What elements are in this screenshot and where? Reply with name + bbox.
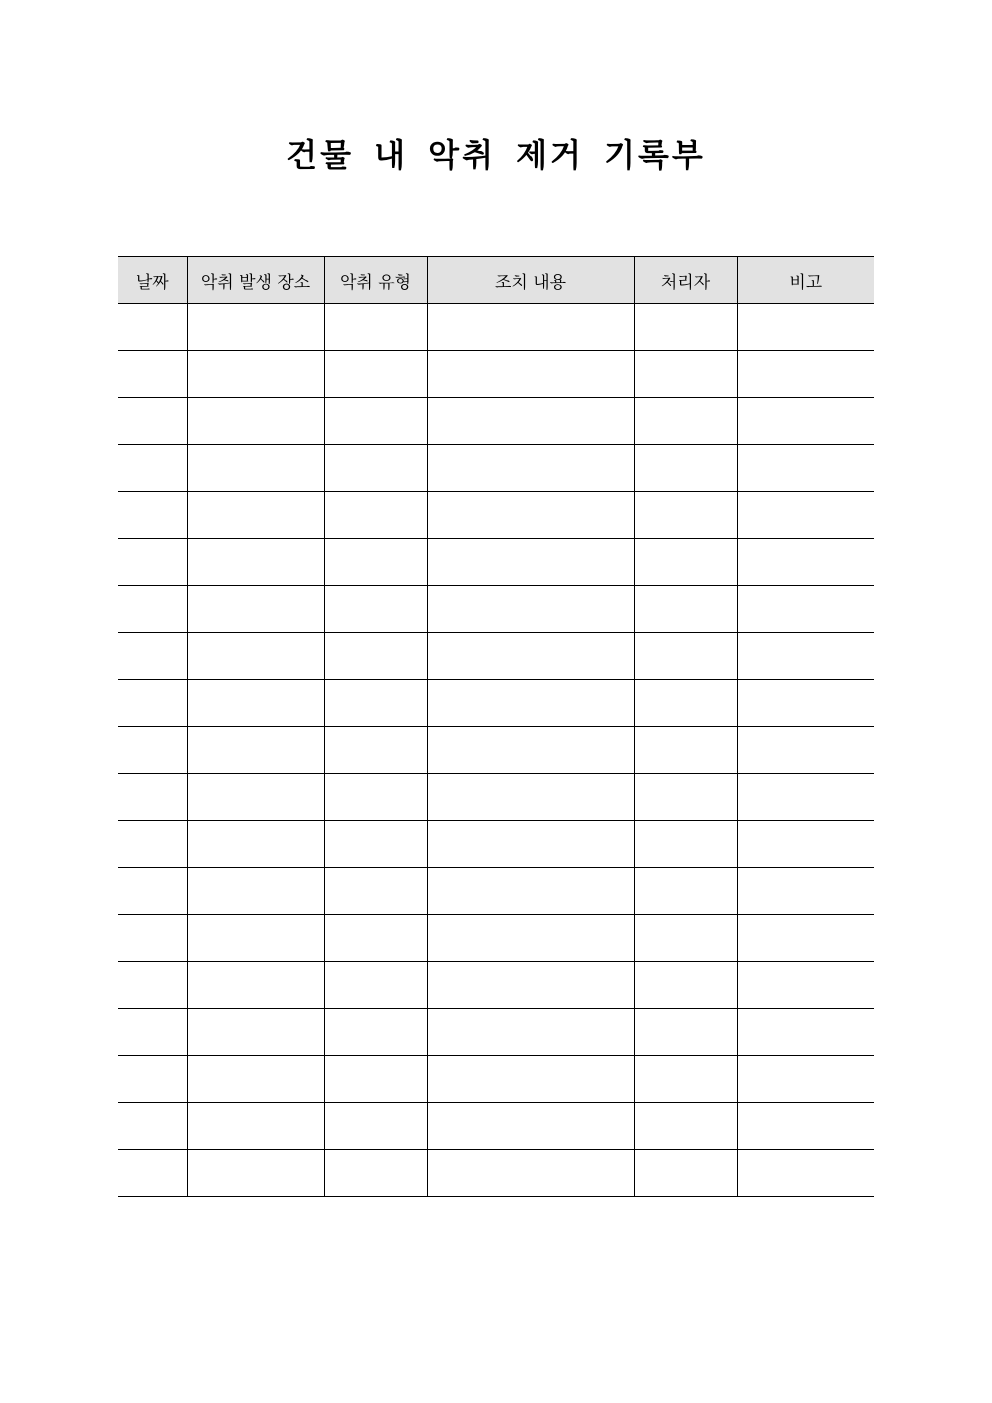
cell-location[interactable] [187, 962, 324, 1009]
cell-odor-type[interactable] [324, 868, 427, 915]
cell-action[interactable] [427, 1056, 634, 1103]
cell-date[interactable] [118, 915, 187, 962]
cell-date[interactable] [118, 680, 187, 727]
cell-odor-type[interactable] [324, 633, 427, 680]
cell-action[interactable] [427, 774, 634, 821]
column-header-location: 악취 발생 장소 [187, 257, 324, 304]
cell-remarks[interactable] [737, 351, 874, 398]
table-row [118, 1103, 874, 1150]
cell-handler[interactable] [634, 774, 737, 821]
cell-handler[interactable] [634, 398, 737, 445]
column-header-handler: 처리자 [634, 257, 737, 304]
cell-location[interactable] [187, 727, 324, 774]
cell-handler[interactable] [634, 304, 737, 351]
cell-action[interactable] [427, 304, 634, 351]
cell-location[interactable] [187, 680, 324, 727]
cell-date[interactable] [118, 633, 187, 680]
cell-remarks[interactable] [737, 1103, 874, 1150]
cell-location[interactable] [187, 868, 324, 915]
cell-date[interactable] [118, 304, 187, 351]
cell-action[interactable] [427, 915, 634, 962]
cell-odor-type[interactable] [324, 351, 427, 398]
cell-date[interactable] [118, 962, 187, 1009]
cell-handler[interactable] [634, 1009, 737, 1056]
cell-date[interactable] [118, 1103, 187, 1150]
cell-date[interactable] [118, 492, 187, 539]
table-body [118, 304, 874, 1197]
cell-odor-type[interactable] [324, 774, 427, 821]
cell-remarks[interactable] [737, 915, 874, 962]
cell-remarks[interactable] [737, 680, 874, 727]
cell-location[interactable] [187, 915, 324, 962]
table-row [118, 821, 874, 868]
cell-date[interactable] [118, 586, 187, 633]
cell-handler[interactable] [634, 1103, 737, 1150]
cell-remarks[interactable] [737, 962, 874, 1009]
cell-remarks[interactable] [737, 492, 874, 539]
cell-location[interactable] [187, 492, 324, 539]
cell-action[interactable] [427, 962, 634, 1009]
cell-remarks[interactable] [737, 445, 874, 492]
cell-odor-type[interactable] [324, 492, 427, 539]
cell-location[interactable] [187, 1103, 324, 1150]
table-row [118, 539, 874, 586]
cell-location[interactable] [187, 1009, 324, 1056]
cell-odor-type[interactable] [324, 1103, 427, 1150]
cell-handler[interactable] [634, 680, 737, 727]
cell-action[interactable] [427, 633, 634, 680]
table-row [118, 962, 874, 1009]
cell-date[interactable] [118, 1009, 187, 1056]
cell-date[interactable] [118, 398, 187, 445]
table-row [118, 915, 874, 962]
cell-remarks[interactable] [737, 586, 874, 633]
cell-handler[interactable] [634, 821, 737, 868]
cell-odor-type[interactable] [324, 445, 427, 492]
cell-location[interactable] [187, 821, 324, 868]
cell-action[interactable] [427, 868, 634, 915]
cell-odor-type[interactable] [324, 821, 427, 868]
cell-location[interactable] [187, 633, 324, 680]
cell-date[interactable] [118, 821, 187, 868]
cell-handler[interactable] [634, 727, 737, 774]
cell-odor-type[interactable] [324, 304, 427, 351]
cell-odor-type[interactable] [324, 398, 427, 445]
cell-remarks[interactable] [737, 539, 874, 586]
cell-odor-type[interactable] [324, 915, 427, 962]
cell-remarks[interactable] [737, 1056, 874, 1103]
odor-removal-log-table [118, 256, 874, 1197]
cell-date[interactable] [118, 1150, 187, 1197]
table-row [118, 304, 874, 351]
cell-handler[interactable] [634, 351, 737, 398]
cell-location[interactable] [187, 398, 324, 445]
cell-handler[interactable] [634, 915, 737, 962]
cell-remarks[interactable] [737, 868, 874, 915]
cell-odor-type[interactable] [324, 1056, 427, 1103]
cell-remarks[interactable] [737, 727, 874, 774]
table-row [118, 586, 874, 633]
cell-action[interactable] [427, 821, 634, 868]
column-header-date: 날짜 [118, 257, 187, 304]
table-row [118, 492, 874, 539]
cell-action[interactable] [427, 1009, 634, 1056]
column-header-action: 조치 내용 [427, 257, 634, 304]
cell-date[interactable] [118, 539, 187, 586]
cell-action[interactable] [427, 398, 634, 445]
table-row [118, 351, 874, 398]
cell-remarks[interactable] [737, 1150, 874, 1197]
cell-date[interactable] [118, 351, 187, 398]
table-row [118, 445, 874, 492]
cell-location[interactable] [187, 774, 324, 821]
cell-odor-type[interactable] [324, 727, 427, 774]
column-header-odor-type: 악취 유형 [324, 257, 427, 304]
cell-handler[interactable] [634, 962, 737, 1009]
cell-handler[interactable] [634, 445, 737, 492]
cell-action[interactable] [427, 1150, 634, 1197]
cell-action[interactable] [427, 445, 634, 492]
cell-location[interactable] [187, 1150, 324, 1197]
cell-remarks[interactable] [737, 633, 874, 680]
cell-odor-type[interactable] [324, 539, 427, 586]
cell-location[interactable] [187, 304, 324, 351]
cell-date[interactable] [118, 1056, 187, 1103]
table-row [118, 633, 874, 680]
page-title: 건물 내 악취 제거 기록부 [286, 136, 706, 174]
cell-handler[interactable] [634, 868, 737, 915]
cell-remarks[interactable] [737, 774, 874, 821]
cell-action[interactable] [427, 539, 634, 586]
table-row [118, 680, 874, 727]
cell-location[interactable] [187, 351, 324, 398]
cell-handler[interactable] [634, 539, 737, 586]
cell-handler[interactable] [634, 1056, 737, 1103]
table-row [118, 727, 874, 774]
table-row [118, 1150, 874, 1197]
table-row [118, 1056, 874, 1103]
cell-date[interactable] [118, 868, 187, 915]
cell-handler[interactable] [634, 586, 737, 633]
cell-remarks[interactable] [737, 398, 874, 445]
cell-location[interactable] [187, 586, 324, 633]
cell-action[interactable] [427, 351, 634, 398]
cell-date[interactable] [118, 445, 187, 492]
cell-odor-type[interactable] [324, 962, 427, 1009]
cell-action[interactable] [427, 586, 634, 633]
cell-date[interactable] [118, 727, 187, 774]
cell-remarks[interactable] [737, 821, 874, 868]
table-header-row [118, 257, 874, 304]
cell-odor-type[interactable] [324, 1009, 427, 1056]
cell-action[interactable] [427, 492, 634, 539]
table-row [118, 774, 874, 821]
cell-location[interactable] [187, 445, 324, 492]
cell-action[interactable] [427, 727, 634, 774]
cell-handler[interactable] [634, 1150, 737, 1197]
column-header-remarks: 비고 [737, 257, 874, 304]
cell-handler[interactable] [634, 492, 737, 539]
cell-action[interactable] [427, 680, 634, 727]
cell-date[interactable] [118, 774, 187, 821]
table-row [118, 868, 874, 915]
cell-odor-type[interactable] [324, 1150, 427, 1197]
cell-location[interactable] [187, 1056, 324, 1103]
cell-odor-type[interactable] [324, 586, 427, 633]
cell-odor-type[interactable] [324, 680, 427, 727]
cell-remarks[interactable] [737, 304, 874, 351]
table-row [118, 398, 874, 445]
cell-handler[interactable] [634, 633, 737, 680]
cell-action[interactable] [427, 1103, 634, 1150]
cell-location[interactable] [187, 539, 324, 586]
table-row [118, 1009, 874, 1056]
cell-remarks[interactable] [737, 1009, 874, 1056]
